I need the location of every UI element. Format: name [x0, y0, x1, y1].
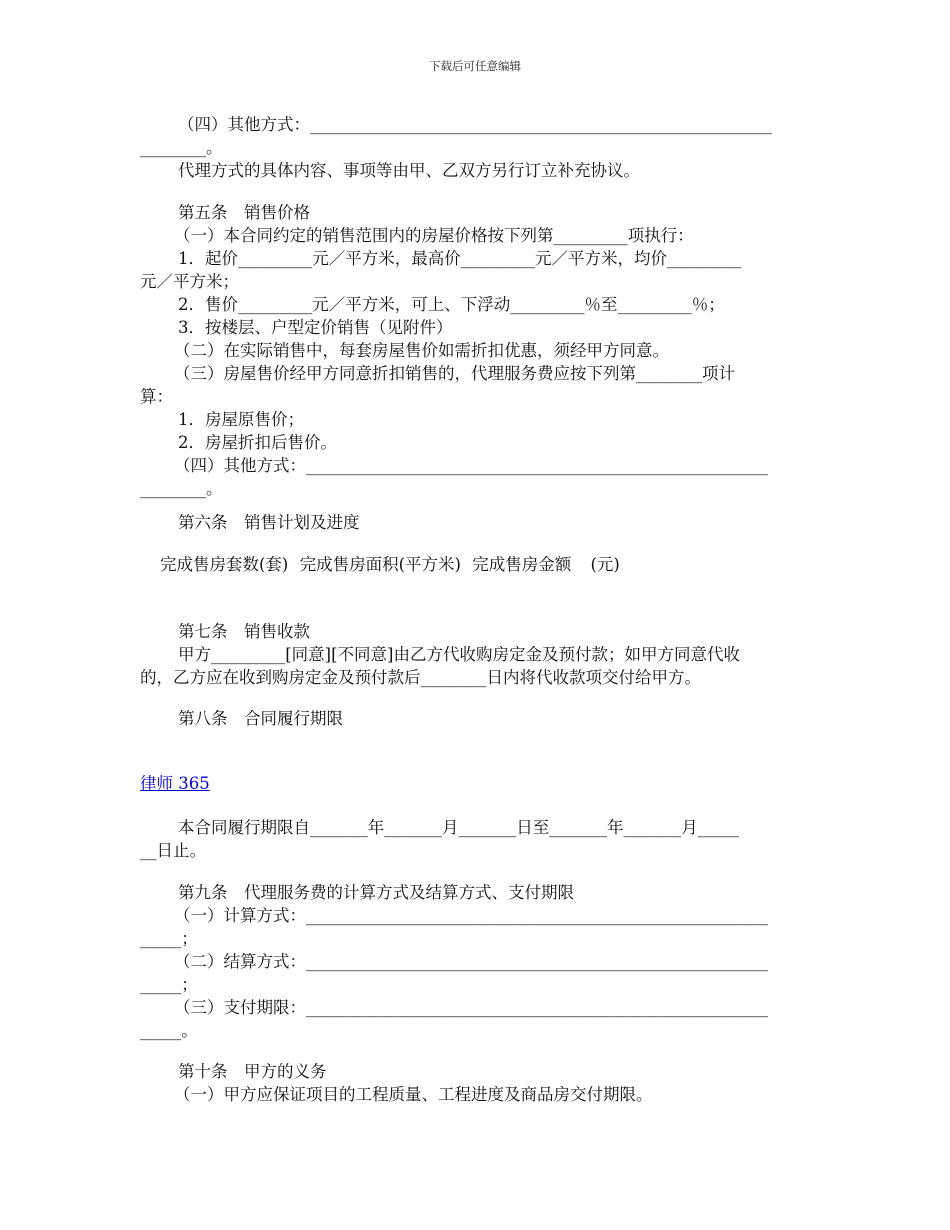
- text-line: 1．房屋原售价；: [178, 410, 304, 429]
- contract-period: [140, 816, 812, 862]
- sales-plan-table-header: [160, 553, 832, 576]
- column-header: 完成售房面积(平方米): [299, 555, 461, 574]
- text-line: 元／平方米；: [140, 272, 239, 291]
- lawyer-link-row: [140, 772, 812, 795]
- article-5: [140, 201, 812, 500]
- column-header: (元): [590, 555, 620, 574]
- lawyer-365-link[interactable]: 律师 365: [140, 774, 210, 793]
- section-other-method: [140, 113, 812, 182]
- article-6: [140, 511, 812, 534]
- text-line: 本合同履行期限自_______年_______月_______日至_______年_______月_____: [178, 818, 739, 837]
- article-title: 第八条 合同履行期限: [178, 709, 343, 728]
- article-title: 第六条 销售计划及进度: [178, 513, 360, 532]
- text-line: ________。: [140, 138, 223, 157]
- text-line: （一）甲方应保证项目的工程质量、工程进度及商品房交付期限。: [174, 1085, 653, 1104]
- article-title: 第五条 销售价格: [178, 203, 310, 222]
- text-line: _____；: [140, 975, 198, 994]
- text-line: （三）房屋售价经甲方同意折扣销售的，代理服务费应按下列第________项计: [174, 364, 735, 383]
- article-8: [140, 707, 812, 730]
- text-line: （二）结算方式：________________________________________________________: [174, 952, 768, 971]
- text-line: 算：: [140, 387, 173, 406]
- text-line: 甲方_________[同意][不同意]由乙方代收购房定金及预付款；如甲方同意代收: [178, 645, 740, 664]
- article-7: [140, 620, 812, 689]
- text-line: 3．按楼层、户型定价销售（见附件）: [178, 318, 453, 337]
- text-line: ________。: [140, 479, 223, 498]
- column-header: 完成售房套数(套): [160, 555, 289, 574]
- article-9: [140, 881, 812, 1042]
- text-line: （三）支付期限：________________________________________________________: [174, 998, 768, 1017]
- text-line: 2．售价_________元／平方米，可上、下浮动_________％至_________％；: [178, 295, 725, 314]
- article-title: 第七条 销售收款: [178, 622, 310, 641]
- text-line: 2．房屋折扣后售价。: [178, 433, 337, 452]
- page-header: 下载后可任意编辑: [429, 59, 521, 73]
- text-line: （一）计算方式：________________________________________________________: [174, 906, 768, 925]
- text-line: _____。: [140, 1021, 198, 1040]
- text-line: （一）本合同约定的销售范围内的房屋价格按下列第_________项执行：: [174, 226, 694, 245]
- article-title: 第九条 代理服务费的计算方式及结算方式、支付期限: [178, 883, 574, 902]
- text-line: （二）在实际销售中，每套房屋售价如需折扣优惠，须经甲方同意。: [174, 341, 669, 360]
- article-10: [140, 1060, 812, 1106]
- column-header: 完成售房金额: [472, 555, 572, 574]
- text-line: __日止。: [140, 841, 206, 860]
- text-line: _____；: [140, 929, 198, 948]
- text-line: 代理方式的具体内容、事项等由甲、乙双方另行订立补充协议。: [178, 161, 640, 180]
- text-line: （四）其他方式：________________________________________________________: [174, 456, 768, 475]
- article-title: 第十条 甲方的义务: [178, 1062, 327, 1081]
- text-line: 的，乙方应在收到购房定金及预付款后________日内将代收款项交付给甲方。: [140, 668, 701, 687]
- text-line: （四）其他方式：________________________________________________________: [178, 115, 772, 134]
- text-line: 1．起价_________元／平方米，最高价_________元／平方米，均价_________: [178, 249, 742, 268]
